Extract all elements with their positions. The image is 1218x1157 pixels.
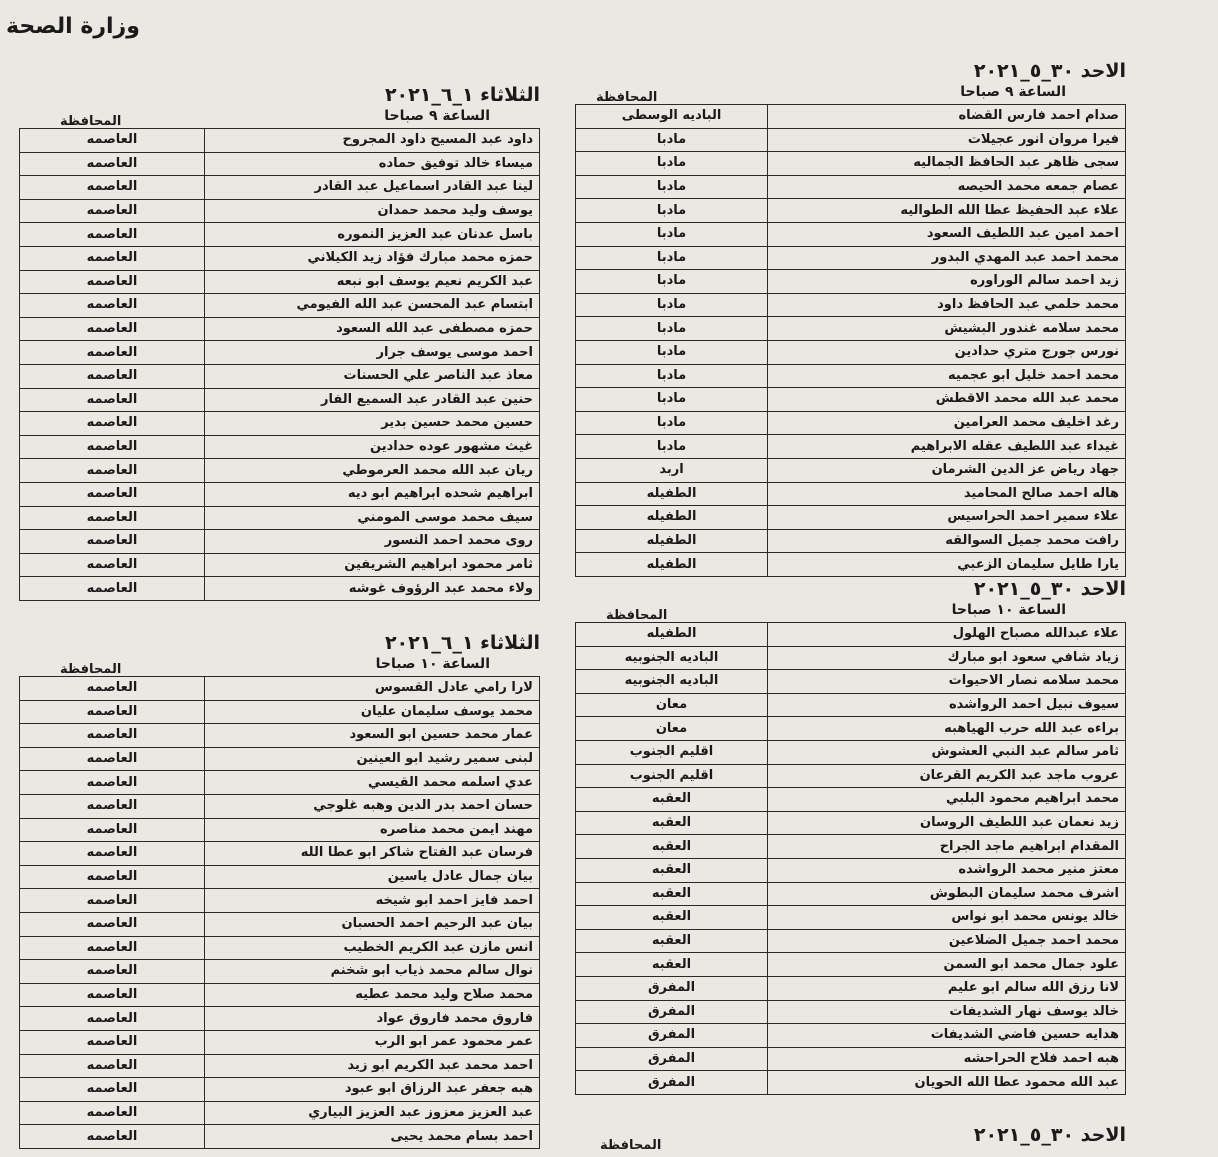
person-name: لانا رزق الله سالم ابو عليم: [768, 976, 1126, 1000]
table-row: [576, 953, 1126, 977]
governorate-header: المحافظة: [60, 662, 122, 677]
governorate: مادبا: [576, 152, 768, 176]
schedule-table: [19, 128, 540, 601]
table-row: [20, 129, 540, 153]
person-name: ريان عبد الله محمد العرموطي: [205, 459, 540, 483]
table-row: [20, 223, 540, 247]
governorate: الباديه الجنوبيه: [576, 646, 768, 670]
governorate: العاصمه: [20, 246, 205, 270]
table-row: [576, 411, 1126, 435]
table-row: [576, 506, 1126, 530]
person-name: لبنى سمير رشيد ابو العينين: [205, 747, 540, 771]
person-name: خالد يوسف نهار الشديفات: [768, 1000, 1126, 1024]
person-name: حمزه محمد مبارك فؤاد زيد الكيلاني: [205, 246, 540, 270]
person-name: محمد صلاح وليد محمد عطيه: [205, 983, 540, 1007]
person-name: ثامر محمود ابراهيم الشريفين: [205, 553, 540, 577]
person-name: لارا رامي عادل القسوس: [205, 677, 540, 701]
person-name: محمد يوسف سليمان عليان: [205, 700, 540, 724]
person-name: غيداء عبد اللطيف عقله الابراهيم: [768, 435, 1126, 459]
person-name: نوال سالم محمد ذياب ابو شخنم: [205, 960, 540, 984]
person-name: بيان عبد الرحيم احمد الحسبان: [205, 912, 540, 936]
table-row: [576, 317, 1126, 341]
person-name: اشرف محمد سليمان البطوش: [768, 882, 1126, 906]
table-row: [20, 270, 540, 294]
table-row: [576, 152, 1126, 176]
governorate: العاصمه: [20, 983, 205, 1007]
governorate: العاصمه: [20, 865, 205, 889]
table-row: [576, 670, 1126, 694]
table-row: [576, 693, 1126, 717]
table-row: [20, 794, 540, 818]
next-section-date: الاحد ٣٠_٥_٢٠٢١: [973, 1124, 1126, 1146]
person-name: ابراهيم شحده ابراهيم ابو ديه: [205, 482, 540, 506]
person-name: احمد فايز احمد ابو شيخه: [205, 889, 540, 913]
governorate-header: المحافظة: [606, 608, 668, 623]
table-row: [20, 435, 540, 459]
table-row: [20, 747, 540, 771]
person-name: عبد الله محمود عطا الله الحويان: [768, 1071, 1126, 1095]
table-row: [20, 677, 540, 701]
section-time: الساعة ٩ صباحا: [384, 108, 490, 124]
governorate: المفرق: [576, 1047, 768, 1071]
table-row: [20, 1101, 540, 1125]
governorate: العاصمه: [20, 747, 205, 771]
governorate: اقليم الجنوب: [576, 740, 768, 764]
person-name: باسل عدنان عبد العزيز النموره: [205, 223, 540, 247]
governorate: مادبا: [576, 128, 768, 152]
person-name: محمد حلمي عبد الحافظ داود: [768, 293, 1126, 317]
governorate: العقبه: [576, 953, 768, 977]
person-name: عمار محمد حسين ابو السعود: [205, 724, 540, 748]
person-name: سيوف نبيل احمد الرواشده: [768, 693, 1126, 717]
governorate: العاصمه: [20, 842, 205, 866]
person-name: زيد احمد سالم الوراوره: [768, 270, 1126, 294]
governorate: مادبا: [576, 411, 768, 435]
governorate: العاصمه: [20, 152, 205, 176]
table-row: [576, 246, 1126, 270]
person-name: جهاد رياض عز الدين الشرمان: [768, 458, 1126, 482]
governorate: العاصمه: [20, 700, 205, 724]
governorate: الطفيله: [576, 623, 768, 647]
table-row: [576, 388, 1126, 412]
governorate: العاصمه: [20, 364, 205, 388]
governorate: العاصمه: [20, 482, 205, 506]
person-name: عروب ماجد عبد الكريم القرعان: [768, 764, 1126, 788]
table-row: [576, 906, 1126, 930]
table-row: [20, 771, 540, 795]
table-row: [576, 646, 1126, 670]
table-row: [20, 1125, 540, 1149]
person-name: محمد احمد عبد المهدي البدور: [768, 246, 1126, 270]
governorate: العاصمه: [20, 412, 205, 436]
governorate: المفرق: [576, 976, 768, 1000]
governorate: المفرق: [576, 1000, 768, 1024]
person-name: ثامر سالم عبد النبي العشوش: [768, 740, 1126, 764]
person-name: احمد محمد عبد الكريم ابو زيد: [205, 1054, 540, 1078]
person-name: رافت محمد جميل السوالقه: [768, 529, 1126, 553]
table-row: [576, 858, 1126, 882]
person-name: معاذ عبد الناصر علي الحسنات: [205, 364, 540, 388]
schedule-section: [576, 60, 1126, 577]
person-name: محمد سلامه نصار الاحيوات: [768, 670, 1126, 694]
person-name: براءه عبد الله حرب الهياهبه: [768, 717, 1126, 741]
governorate: العقبه: [576, 811, 768, 835]
governorate: العاصمه: [20, 435, 205, 459]
table-row: [576, 458, 1126, 482]
governorate: العقبه: [576, 929, 768, 953]
person-name: معتز منير محمد الرواشده: [768, 858, 1126, 882]
governorate: العاصمه: [20, 294, 205, 318]
table-row: [20, 294, 540, 318]
table-row: [20, 983, 540, 1007]
schedule-table: [575, 104, 1126, 577]
governorate: العاصمه: [20, 1078, 205, 1102]
governorate: اربد: [576, 458, 768, 482]
section-date: الثلاثاء ١_٦_٢٠٢١: [384, 84, 540, 106]
governorate: العاصمه: [20, 553, 205, 577]
governorate: العاصمه: [20, 1007, 205, 1031]
person-name: علاء سمير احمد الحراسيس: [768, 506, 1126, 530]
governorate: مادبا: [576, 246, 768, 270]
governorate: العاصمه: [20, 317, 205, 341]
table-row: [20, 246, 540, 270]
table-row: [20, 577, 540, 601]
table-row: [20, 388, 540, 412]
governorate: العاصمه: [20, 771, 205, 795]
person-name: محمد احمد جميل الضلاعين: [768, 929, 1126, 953]
person-name: حسان احمد بدر الدين وهبه غلوجي: [205, 794, 540, 818]
table-row: [20, 317, 540, 341]
person-name: عدي اسلمه محمد القيسي: [205, 771, 540, 795]
governorate: مادبا: [576, 317, 768, 341]
person-name: محمد احمد خليل ابو عجميه: [768, 364, 1126, 388]
governorate: مادبا: [576, 293, 768, 317]
table-row: [576, 811, 1126, 835]
governorate: العقبه: [576, 858, 768, 882]
table-row: [20, 700, 540, 724]
governorate: العقبه: [576, 882, 768, 906]
table-row: [576, 553, 1126, 577]
table-row: [20, 364, 540, 388]
governorate-header: المحافظة: [60, 114, 122, 129]
person-name: روى محمد احمد النسور: [205, 530, 540, 554]
person-name: عبد العزيز معزوز عبد العزيز البياري: [205, 1101, 540, 1125]
person-name: هاله احمد صالح المحاميد: [768, 482, 1126, 506]
table-row: [576, 105, 1126, 129]
section-date: الاحد ٣٠_٥_٢٠٢١: [973, 578, 1126, 600]
table-row: [20, 960, 540, 984]
person-name: ابتسام عبد المحسن عبد الله الفيومي: [205, 294, 540, 318]
person-name: هدايه حسين فاضي الشديفات: [768, 1024, 1126, 1048]
table-row: [20, 482, 540, 506]
governorate: معان: [576, 693, 768, 717]
person-name: علاء عبد الحفيظ عطا الله الطواليه: [768, 199, 1126, 223]
governorate: مادبا: [576, 435, 768, 459]
person-name: احمد موسى يوسف جرار: [205, 341, 540, 365]
governorate: العاصمه: [20, 530, 205, 554]
section-time: الساعة ١٠ صباحا: [951, 602, 1066, 618]
governorate: العاصمه: [20, 677, 205, 701]
governorate: العاصمه: [20, 889, 205, 913]
section-time: الساعة ٩ صباحا: [960, 84, 1066, 100]
governorate: العاصمه: [20, 223, 205, 247]
person-name: سجى ظاهر عبد الحافظ الجماليه: [768, 152, 1126, 176]
table-row: [20, 889, 540, 913]
person-name: نورس جورج متري حدادين: [768, 340, 1126, 364]
table-row: [576, 340, 1126, 364]
governorate: العاصمه: [20, 1030, 205, 1054]
governorate: العاصمه: [20, 912, 205, 936]
section-date: الاحد ٣٠_٥_٢٠٢١: [973, 60, 1126, 82]
person-name: المقدام ابراهيم ماجد الجراح: [768, 835, 1126, 859]
page-title: وزارة الصحة: [6, 14, 140, 39]
governorate: العاصمه: [20, 577, 205, 601]
person-name: سيف محمد موسى المومني: [205, 506, 540, 530]
table-row: [576, 788, 1126, 812]
table-row: [576, 199, 1126, 223]
person-name: احمد بسام محمد يحيى: [205, 1125, 540, 1149]
governorate: العقبه: [576, 835, 768, 859]
table-row: [576, 435, 1126, 459]
governorate: مادبا: [576, 222, 768, 246]
table-row: [576, 529, 1126, 553]
schedule-table: [575, 622, 1126, 1095]
person-name: عصام جمعه محمد الحيصه: [768, 175, 1126, 199]
table-row: [20, 152, 540, 176]
governorate: العاصمه: [20, 1125, 205, 1149]
table-row: [20, 176, 540, 200]
person-name: يارا طايل سليمان الزعبي: [768, 553, 1126, 577]
table-row: [576, 1071, 1126, 1095]
schedule-section: [576, 578, 1126, 1095]
governorate: مادبا: [576, 340, 768, 364]
table-row: [20, 506, 540, 530]
governorate: مادبا: [576, 270, 768, 294]
governorate: الباديه الجنوبيه: [576, 670, 768, 694]
person-name: هبه احمد فلاح الحراحشه: [768, 1047, 1126, 1071]
section-time: الساعة ١٠ صباحا: [375, 656, 490, 672]
person-name: زياد شافي سعود ابو مبارك: [768, 646, 1126, 670]
table-row: [20, 818, 540, 842]
governorate: العاصمه: [20, 960, 205, 984]
table-row: [20, 936, 540, 960]
table-row: [576, 175, 1126, 199]
table-row: [576, 364, 1126, 388]
table-row: [576, 740, 1126, 764]
person-name: مهند ايمن محمد مناصره: [205, 818, 540, 842]
person-name: حسين محمد حسين بدير: [205, 412, 540, 436]
governorate: العاصمه: [20, 818, 205, 842]
governorate: الطفيله: [576, 529, 768, 553]
person-name: فيرا مروان انور عجيلات: [768, 128, 1126, 152]
governorate: العقبه: [576, 788, 768, 812]
next-section-governorate-header: المحافظة: [600, 1138, 662, 1153]
governorate: العاصمه: [20, 936, 205, 960]
governorate: الطفيله: [576, 553, 768, 577]
schedule-table: [19, 676, 540, 1149]
governorate: اقليم الجنوب: [576, 764, 768, 788]
person-name: محمد سلامه غندور البشيش: [768, 317, 1126, 341]
governorate: العقبه: [576, 906, 768, 930]
person-name: ميساء خالد توفيق حماده: [205, 152, 540, 176]
table-row: [576, 764, 1126, 788]
table-row: [576, 1000, 1126, 1024]
table-row: [576, 929, 1126, 953]
governorate: معان: [576, 717, 768, 741]
person-name: رغد اخليف محمد العرامين: [768, 411, 1126, 435]
table-row: [20, 1007, 540, 1031]
table-row: [20, 865, 540, 889]
governorate: المفرق: [576, 1071, 768, 1095]
governorate: مادبا: [576, 364, 768, 388]
governorate: العاصمه: [20, 270, 205, 294]
table-row: [576, 835, 1126, 859]
governorate: العاصمه: [20, 794, 205, 818]
governorate: مادبا: [576, 175, 768, 199]
table-row: [576, 717, 1126, 741]
governorate: العاصمه: [20, 1054, 205, 1078]
table-row: [20, 341, 540, 365]
governorate: العاصمه: [20, 1101, 205, 1125]
person-name: احمد امين عبد اللطيف السعود: [768, 222, 1126, 246]
person-name: محمد ابراهيم محمود البلبي: [768, 788, 1126, 812]
person-name: بيان جمال عادل ياسين: [205, 865, 540, 889]
person-name: محمد عبد الله محمد الاقطش: [768, 388, 1126, 412]
governorate: العاصمه: [20, 341, 205, 365]
person-name: حنين عبد القادر عبد السميع الفار: [205, 388, 540, 412]
table-row: [20, 199, 540, 223]
schedule-section: [20, 84, 540, 601]
person-name: يوسف وليد محمد حمدان: [205, 199, 540, 223]
table-row: [576, 1024, 1126, 1048]
person-name: فرسان عبد الفتاح شاكر ابو عطا الله: [205, 842, 540, 866]
table-row: [576, 976, 1126, 1000]
table-row: [20, 1054, 540, 1078]
table-row: [20, 842, 540, 866]
person-name: لينا عبد القادر اسماعيل عبد القادر: [205, 176, 540, 200]
table-row: [20, 412, 540, 436]
governorate: الطفيله: [576, 506, 768, 530]
governorate: مادبا: [576, 388, 768, 412]
table-row: [576, 1047, 1126, 1071]
governorate: المفرق: [576, 1024, 768, 1048]
governorate: مادبا: [576, 199, 768, 223]
person-name: عبد الكريم نعيم يوسف ابو نبعه: [205, 270, 540, 294]
table-row: [576, 623, 1126, 647]
table-row: [20, 530, 540, 554]
table-row: [576, 293, 1126, 317]
table-row: [20, 459, 540, 483]
person-name: زيد نعمان عبد اللطيف الروسان: [768, 811, 1126, 835]
person-name: علاء عبدالله مصباح الهلول: [768, 623, 1126, 647]
governorate: الطفيله: [576, 482, 768, 506]
governorate: العاصمه: [20, 129, 205, 153]
governorate: الباديه الوسطى: [576, 105, 768, 129]
person-name: غيث مشهور عوده حدادين: [205, 435, 540, 459]
governorate: العاصمه: [20, 176, 205, 200]
table-row: [576, 270, 1126, 294]
person-name: عمر محمود عمر ابو الرب: [205, 1030, 540, 1054]
person-name: خالد يونس محمد ابو نواس: [768, 906, 1126, 930]
governorate: العاصمه: [20, 724, 205, 748]
person-name: حمزه مصطفى عبد الله السعود: [205, 317, 540, 341]
table-row: [20, 724, 540, 748]
section-date: الثلاثاء ١_٦_٢٠٢١: [384, 632, 540, 654]
table-row: [576, 882, 1126, 906]
governorate-header: المحافظة: [596, 90, 658, 105]
person-name: هبه جعفر عبد الرزاق ابو عبود: [205, 1078, 540, 1102]
person-name: داود عبد المسيح داود المجروح: [205, 129, 540, 153]
table-row: [576, 482, 1126, 506]
table-row: [20, 1030, 540, 1054]
person-name: انس مازن عبد الكريم الخطيب: [205, 936, 540, 960]
table-row: [576, 222, 1126, 246]
table-row: [20, 553, 540, 577]
table-row: [576, 128, 1126, 152]
governorate: العاصمه: [20, 388, 205, 412]
person-name: ولاء محمد عبد الرؤوف غوشه: [205, 577, 540, 601]
table-row: [20, 912, 540, 936]
governorate: العاصمه: [20, 199, 205, 223]
governorate: العاصمه: [20, 459, 205, 483]
person-name: فاروق محمد فاروق عواد: [205, 1007, 540, 1031]
table-row: [20, 1078, 540, 1102]
schedule-section: [20, 632, 540, 1149]
person-name: صدام احمد فارس القضاه: [768, 105, 1126, 129]
governorate: العاصمه: [20, 506, 205, 530]
person-name: علود جمال محمد ابو السمن: [768, 953, 1126, 977]
